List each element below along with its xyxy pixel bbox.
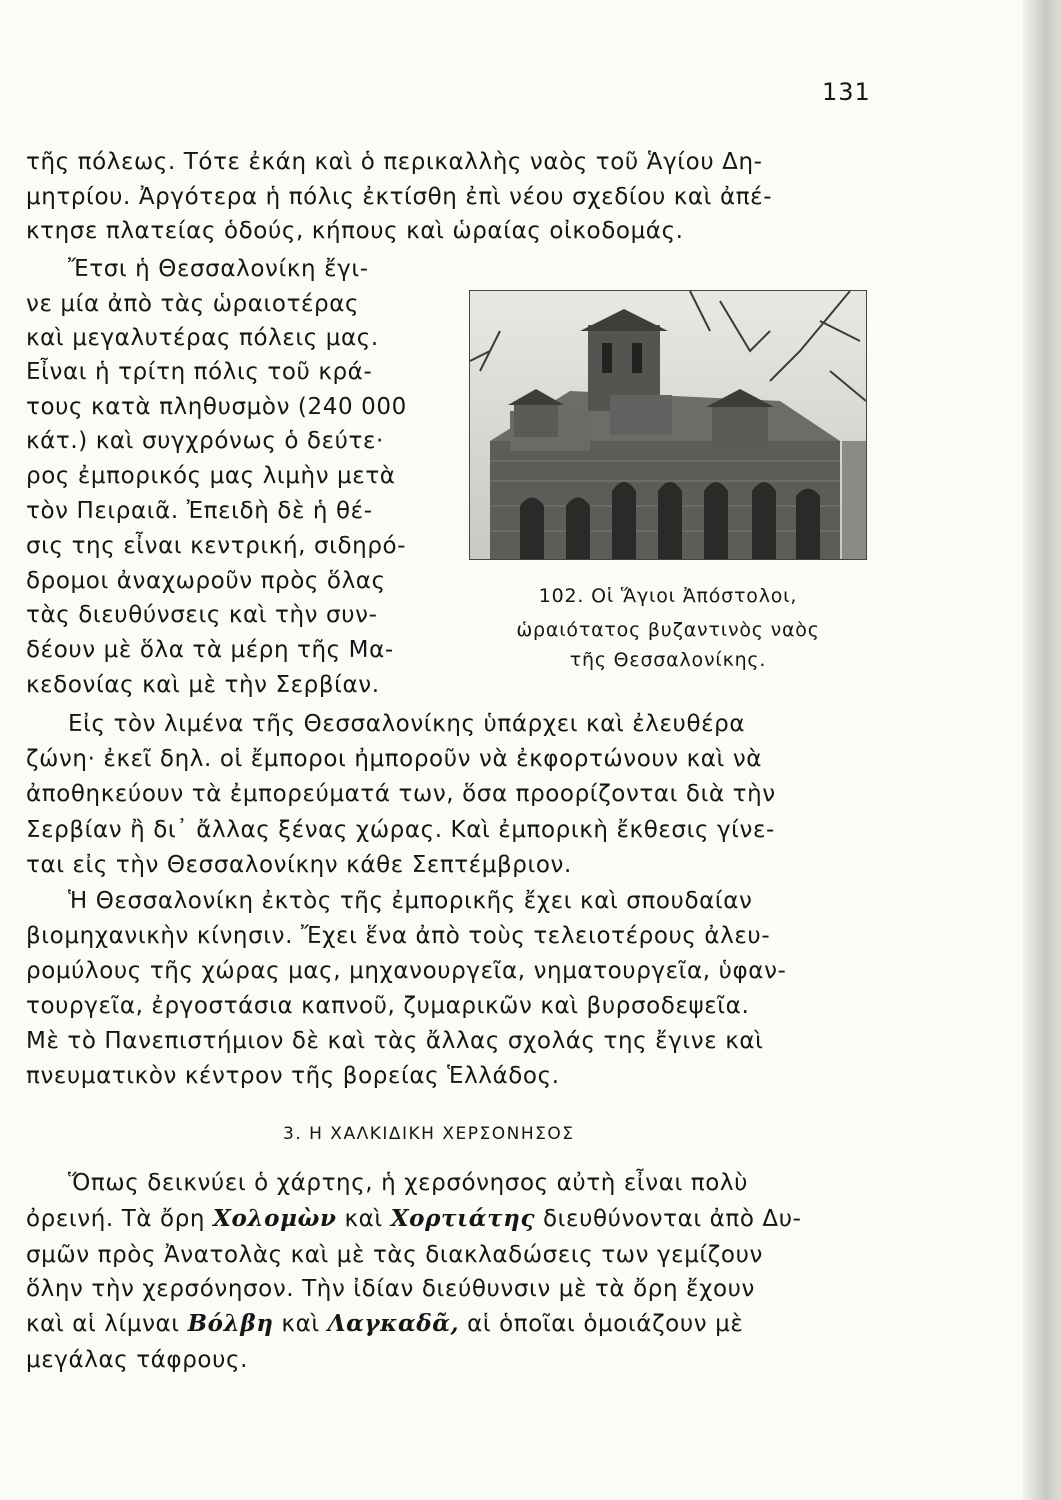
text-line: τους κατὰ πληθυσμὸν (240 000 [26, 394, 407, 420]
figure-caption-line: τῆς Θεσσαλονίκης. [569, 649, 767, 671]
text-line: Σερβίαν ἢ δι᾿ ἄλλας ξένας χώρας. Καὶ ἐμπορικὴ ἔκθεσις γίνε- [26, 817, 775, 843]
text-line: νε μία ἀπὸ τὰς ὡραιοτέρας [26, 291, 360, 317]
text-line: Εἰς τὸν λιμένα τῆς Θεσσαλονίκης ὑπάρχει καὶ ἐλευθέρα [68, 711, 746, 737]
section-heading: 3. Η ΧΑΛΚΙΔΙΚΗ ΧΕΡΣΟΝΗΣΟΣ [283, 1124, 575, 1144]
text-line: ζώνη· ἐκεῖ δηλ. οἱ ἔμποροι ἠμποροῦν νὰ ἐκφορτώνουν καὶ νὰ [26, 746, 763, 772]
text-line: κεδονίας καὶ μὲ τὴν Σερβίαν. [26, 672, 380, 698]
text-line: βιομηχανικὴν κίνησιν. Ἔχει ἕνα ἀπὸ τοὺς τελειοτέρους ἀλευ- [26, 923, 771, 949]
text-line: δρομοι ἀναχωροῦν πρὸς ὅλας [26, 568, 386, 594]
text-span: καὶ [273, 1311, 328, 1337]
church-photo [469, 290, 867, 560]
mountain-name-kholomon: Χολομὼν [213, 1205, 337, 1232]
lake-name-lagkada: Λαγκαδᾶ, [327, 1310, 460, 1337]
figure-caption-line: 102. Οἱ Ἅγιοι Ἀπόστολοι, [538, 585, 798, 607]
text-line: ἀποθηκεύουν τὰ ἐμπορεύματά των, ὅσα προορίζονται διὰ τὴν [26, 781, 776, 807]
text-line: τῆς πόλεως. Τότε ἐκάη καὶ ὁ περικαλλὴς ναὸς τοῦ Ἁγίου Δη- [26, 149, 763, 175]
text-line: καὶ μεγαλυτέρας πόλεις μας. [26, 325, 379, 351]
text-line: ται εἰς τὴν Θεσσαλονίκην κάθε Σεπτέμβριον. [26, 852, 572, 878]
text-line: ρος ἐμπορικός μας λιμὴν μετὰ [26, 463, 396, 489]
lake-name-volvi: Βόλβη [187, 1310, 274, 1337]
text-line: μητρίου. Ἀργότερα ἡ πόλις ἐκτίσθη ἐπὶ νέου σχεδίου καὶ ἀπέ- [26, 184, 773, 210]
text-line: σις της εἶναι κεντρική, σιδηρό- [26, 533, 407, 559]
text-line: Εἶναι ἡ τρίτη πόλις τοῦ κρά- [26, 359, 373, 385]
text-line: Ὅπως δεικνύει ὁ χάρτης, ἡ χερσόνησος αὐτὴ εἶναι πολὺ [68, 1170, 749, 1196]
text-line: κάτ.) καὶ συγχρόνως ὁ δεύτε· [26, 428, 384, 454]
text-line: ρομύλους τῆς χώρας μας, μηχανουργεῖα, νηματουργεῖα, ὑφαν- [26, 958, 787, 984]
text-span: διευθύνονται ἀπὸ Δυ- [535, 1206, 802, 1232]
text-line [26, 1309, 743, 1339]
text-line: κτησε πλατείας ὁδούς, κήπους καὶ ὡραίας οἰκοδομάς. [26, 218, 684, 244]
page-number: 131 [822, 78, 871, 106]
text-line: Ἔτσι ἡ Θεσσαλονίκη ἔγι- [68, 256, 369, 282]
text-line: πνευματικὸν κέντρον τῆς βορείας Ἑλλάδος. [26, 1063, 560, 1089]
text-span: αἱ ὁποῖαι ὁμοιάζουν μὲ [459, 1311, 744, 1337]
text-line: μεγάλας τάφρους. [26, 1347, 248, 1373]
text-line: Μὲ τὸ Πανεπιστήμιον δὲ καὶ τὰς ἄλλας σχολάς της ἔγινε καὶ [26, 1028, 764, 1054]
page-edge [1023, 0, 1061, 1500]
figure-caption-line: ὡραιότατος βυζαντινὸς ναὸς [516, 619, 820, 641]
text-line: Ἡ Θεσσαλονίκη ἐκτὸς τῆς ἐμπορικῆς ἔχει καὶ σπουδαίαν [68, 888, 753, 914]
text-line: τουργεῖα, ἐργοστάσια καπνοῦ, ζυμαρικῶν καὶ βυρσοδεψεῖα. [26, 993, 750, 1019]
text-span: καὶ αἱ λίμναι [26, 1311, 188, 1337]
text-line: ὅλην τὴν χερσόνησον. Τὴν ἰδίαν διεύθυνσιν μὲ τὰ ὄρη ἔχουν [26, 1276, 755, 1302]
text-span: καὶ [336, 1206, 391, 1232]
text-line: δέουν μὲ ὅλα τὰ μέρη τῆς Μα- [26, 637, 394, 663]
text-line: σμῶν πρὸς Ἀνατολὰς καὶ μὲ τὰς διακλαδώσεις των γεμίζουν [26, 1242, 763, 1268]
text-line [26, 1204, 802, 1234]
text-line: τὸν Πειραιᾶ. Ἐπειδὴ δὲ ἡ θέ- [26, 498, 373, 524]
text-line: τὰς διευθύνσεις καὶ τὴν συν- [26, 602, 378, 628]
text-span: ὀρεινή. Τὰ ὄρη [26, 1206, 214, 1232]
mountain-name-khortiatis: Χορτιάτης [390, 1205, 536, 1232]
